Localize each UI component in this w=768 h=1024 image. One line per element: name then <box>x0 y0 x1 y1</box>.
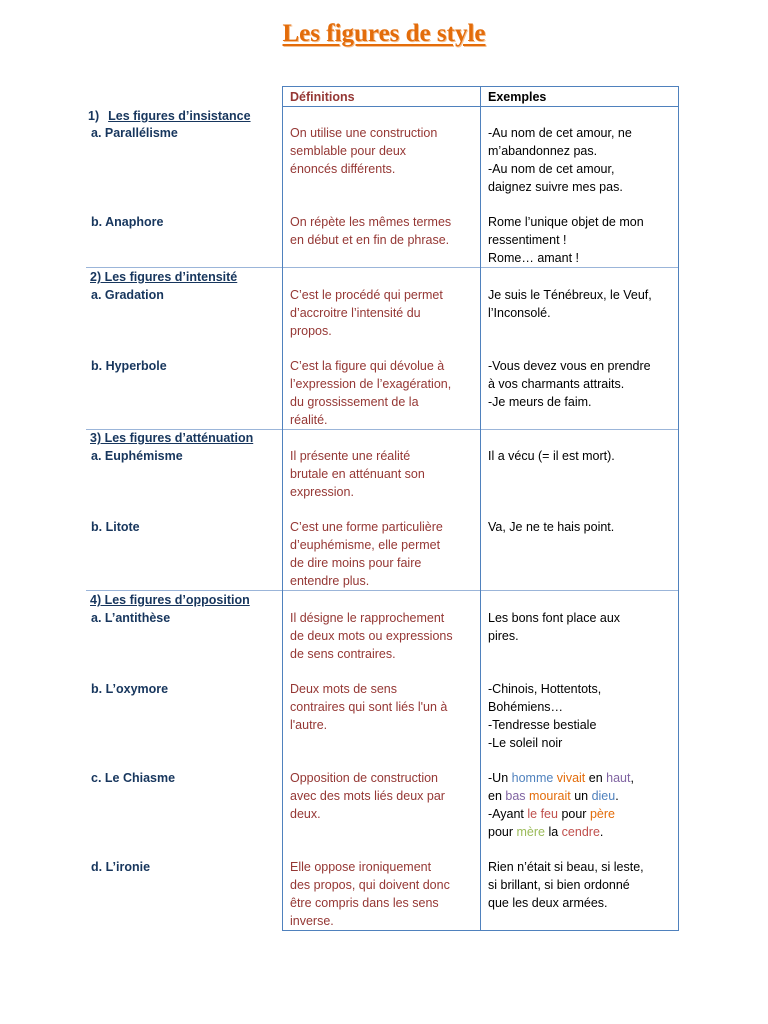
text-line: propos. <box>290 324 332 338</box>
text-span: un <box>570 789 592 803</box>
header-definitions: Définitions <box>290 90 355 104</box>
highlighted-word: haut <box>606 771 631 785</box>
highlighted-word: le feu <box>527 807 558 821</box>
text-line: si brillant, si bien ordonné <box>488 878 630 892</box>
text-line <box>488 769 634 787</box>
text-line: Elle oppose ironiquement <box>290 860 432 874</box>
text-line: des propos, qui doivent donc <box>290 878 450 892</box>
text-line: du grossissement de la <box>290 395 419 409</box>
table-right-border <box>678 86 679 930</box>
text-line: avec des mots liés deux par <box>290 789 445 803</box>
text-line: Va, Je ne te hais point. <box>488 520 615 534</box>
text-line: réalité. <box>290 413 328 427</box>
text-line: contraires qui sont liés l'un à <box>290 700 448 714</box>
text-line: Rome l’unique objet de mon <box>488 215 644 229</box>
term-parallelisme: a. Parallélisme <box>91 126 178 140</box>
text-line: Il présente une réalité <box>290 449 411 463</box>
text-line: C’est la figure qui dévolue à <box>290 359 445 373</box>
text-line: énoncés différents. <box>290 162 396 176</box>
term-anaphore: b. Anaphore <box>91 215 164 229</box>
term-gradation: a. Gradation <box>91 288 164 302</box>
text-line: daignez suivre mes pas. <box>488 180 623 194</box>
text-span: en <box>488 789 506 803</box>
text-line: -Je meurs de faim. <box>488 395 592 409</box>
section-title-insistance <box>88 107 251 125</box>
example-cell <box>488 447 615 465</box>
example-cell <box>488 213 644 267</box>
term-euphemisme: a. Euphémisme <box>91 449 183 463</box>
example-cell <box>488 858 644 912</box>
example-cell-rich <box>488 769 634 841</box>
text-line: que les deux armées. <box>488 896 608 910</box>
text-line: de deux mots ou expressions <box>290 629 453 643</box>
text-span: en <box>585 771 607 785</box>
text-line: entendre plus. <box>290 574 370 588</box>
text-line: Rome… amant ! <box>488 251 580 265</box>
highlighted-word: mère <box>516 825 545 839</box>
text-span: pour <box>488 825 517 839</box>
text-span: -Ayant <box>488 807 528 821</box>
term-chiasme: c. Le Chiasme <box>91 771 176 785</box>
text-line: pires. <box>488 629 519 643</box>
example-cell <box>488 518 614 536</box>
text-line: inverse. <box>290 914 334 928</box>
header-examples: Exemples <box>488 90 547 104</box>
text-span: . <box>615 789 619 803</box>
definition-cell <box>290 680 447 734</box>
highlighted-word: mourait <box>529 789 571 803</box>
page-title: Les figures de style <box>282 20 486 47</box>
definition-cell <box>290 286 443 340</box>
text-line <box>488 823 634 841</box>
example-cell <box>488 680 601 752</box>
example-cell <box>488 286 652 322</box>
text-line: C’est une forme particulière <box>290 520 443 534</box>
text-line: Je suis le Ténébreux, le Veuf, <box>488 288 652 302</box>
text-span: -Un <box>488 771 512 785</box>
text-line: Il désigne le rapprochement <box>290 611 445 625</box>
text-line: brutale en atténuant son <box>290 467 425 481</box>
text-line: Il a vécu (= il est mort). <box>488 449 615 463</box>
text-line: -Au nom de cet amour, ne <box>488 126 632 140</box>
text-line: Les bons font place aux <box>488 611 621 625</box>
text-line: C’est le procédé qui permet <box>290 288 443 302</box>
text-line <box>488 805 634 823</box>
text-span: la <box>544 825 562 839</box>
definition-cell <box>290 769 445 823</box>
section-number: 1) <box>88 109 100 123</box>
highlighted-word: homme <box>511 771 554 785</box>
term-ironie: d. L’ironie <box>91 860 151 874</box>
definition-cell <box>290 447 425 501</box>
text-line: -Chinois, Hottentots, <box>488 682 602 696</box>
text-span: . <box>599 825 604 839</box>
text-line: à vos charmants attraits. <box>488 377 625 391</box>
highlighted-word: père <box>589 807 615 821</box>
text-line: l'autre. <box>290 718 328 732</box>
text-line: semblable pour deux <box>290 144 407 158</box>
text-span: , <box>630 771 634 785</box>
text-line: expression. <box>290 485 354 499</box>
text-span: pour <box>557 807 590 821</box>
highlighted-word: dieu <box>591 789 616 803</box>
term-antithese: a. L’antithèse <box>91 611 171 625</box>
section-title-intensite: 2) Les figures d’intensité <box>90 270 238 284</box>
text-line: en début et en fin de phrase. <box>290 233 450 247</box>
definition-cell <box>290 858 450 930</box>
section-title-text: Les figures d’insistance <box>108 109 251 123</box>
example-cell <box>488 124 632 196</box>
definition-cell <box>290 609 453 663</box>
text-line: -Le soleil noir <box>488 736 563 750</box>
definition-cell <box>290 124 437 178</box>
text-line: être compris dans les sens <box>290 896 439 910</box>
highlighted-word: cendre <box>561 825 600 839</box>
text-line <box>488 787 634 805</box>
text-line: m’abandonnez pas. <box>488 144 598 158</box>
example-cell <box>488 357 651 411</box>
text-line: -Au nom de cet amour, <box>488 162 615 176</box>
text-line: ressentiment ! <box>488 233 567 247</box>
text-line: Bohémiens… <box>488 700 564 714</box>
text-line: -Vous devez vous en prendre <box>488 359 651 373</box>
text-line: d’accroitre l’intensité du <box>290 306 421 320</box>
definition-cell <box>290 357 451 429</box>
text-line: l’expression de l’exagération, <box>290 377 452 391</box>
term-oxymore: b. L’oxymore <box>91 682 169 696</box>
definition-cell <box>290 213 451 249</box>
term-litote: b. Litote <box>91 520 140 534</box>
example-cell <box>488 609 620 645</box>
highlighted-word: vivait <box>556 771 586 785</box>
text-line: -Tendresse bestiale <box>488 718 597 732</box>
section-title-opposition: 4) Les figures d’opposition <box>90 593 250 607</box>
text-line: On utilise une construction <box>290 126 438 140</box>
text-line: l’Inconsolé. <box>488 306 551 320</box>
column-divider-middle <box>480 86 481 930</box>
text-line: deux. <box>290 807 321 821</box>
definition-cell <box>290 518 443 590</box>
text-line: Opposition de construction <box>290 771 439 785</box>
column-divider-left <box>282 86 283 930</box>
table-bottom-border <box>282 930 679 931</box>
text-line: de dire moins pour faire <box>290 556 422 570</box>
highlighted-word: bas <box>505 789 526 803</box>
term-hyperbole: b. Hyperbole <box>91 359 167 373</box>
text-line: On répète les mêmes termes <box>290 215 452 229</box>
text-line: d’euphémisme, elle permet <box>290 538 441 552</box>
text-line: Deux mots de sens <box>290 682 397 696</box>
text-line: Rien n’était si beau, si leste, <box>488 860 644 874</box>
text-line: de sens contraires. <box>290 647 396 661</box>
section-title-attenuation: 3) Les figures d’atténuation <box>90 431 254 445</box>
